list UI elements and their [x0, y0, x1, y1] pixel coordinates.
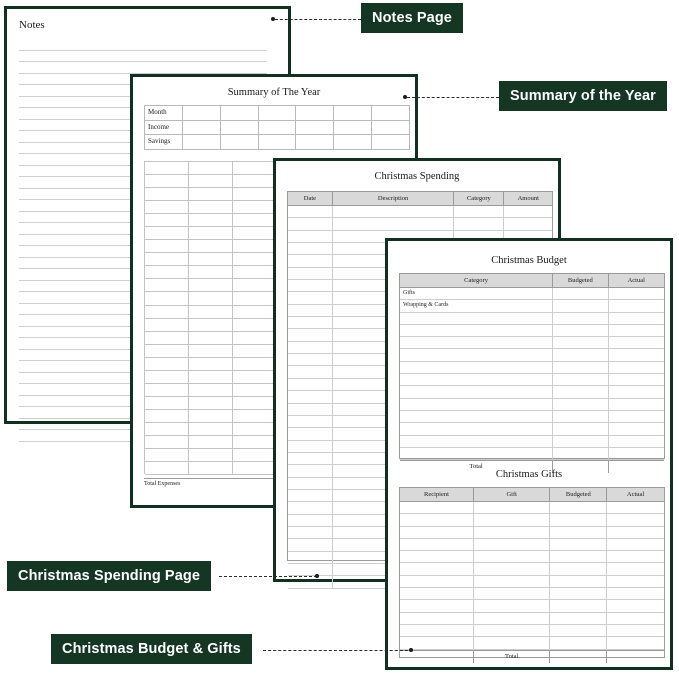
- summary-grid-cell[interactable]: [145, 201, 189, 214]
- gifts-cell-recipient[interactable]: [400, 625, 474, 636]
- gifts-total-actual: [607, 651, 664, 663]
- spending-cell-description[interactable]: [333, 218, 454, 229]
- gifts-cell-recipient[interactable]: [400, 576, 474, 587]
- table-row[interactable]: [400, 588, 664, 600]
- callout-notes-page[interactable]: Notes Page: [361, 3, 463, 33]
- summary-grid-cell[interactable]: [189, 175, 233, 188]
- gifts-cell-actual[interactable]: [607, 588, 664, 599]
- summary-grid-cell[interactable]: [145, 175, 189, 188]
- budget-connector-line: [263, 650, 413, 651]
- budget-cell-category[interactable]: [400, 374, 553, 385]
- gifts-total-row: [400, 650, 664, 663]
- spending-cell-date[interactable]: [288, 342, 333, 353]
- spending-cell-description[interactable]: [333, 206, 454, 217]
- table-row[interactable]: [400, 527, 664, 539]
- table-row[interactable]: [400, 625, 664, 637]
- budget-col-actual: Actual: [627, 277, 645, 284]
- budget-cell-budgeted[interactable]: [553, 436, 608, 447]
- spending-cell-date[interactable]: [288, 441, 333, 452]
- table-row[interactable]: [400, 374, 664, 386]
- summary-cell[interactable]: [221, 121, 259, 135]
- budget-cell-category[interactable]: [400, 325, 553, 336]
- table-row[interactable]: [400, 637, 664, 649]
- summary-grid-cell[interactable]: [189, 214, 233, 227]
- summary-grid-cell[interactable]: [189, 345, 233, 358]
- gifts-cell-gift[interactable]: [474, 613, 551, 624]
- spending-cell-amount[interactable]: [504, 218, 552, 229]
- table-row[interactable]: [400, 288, 664, 300]
- summary-grid-cell[interactable]: [233, 162, 277, 175]
- spending-cell-date[interactable]: [288, 231, 333, 242]
- gifts-cell-recipient[interactable]: [400, 563, 474, 574]
- spending-page-title: Christmas Spending: [374, 171, 460, 182]
- summary-row-label: Savings: [145, 135, 183, 149]
- gifts-table-header: [400, 488, 664, 502]
- gifts-cell-actual[interactable]: [607, 637, 664, 648]
- spending-cell-date[interactable]: [288, 329, 333, 340]
- gifts-col-recipient: Recipient: [400, 488, 474, 501]
- summary-grid-cell[interactable]: [189, 397, 233, 410]
- spending-col-amount: Amount: [517, 195, 539, 202]
- summary-grid-cell[interactable]: [145, 227, 189, 240]
- summary-total-expenses-label: Total Expenses: [144, 478, 410, 487]
- summary-grid-cell[interactable]: [189, 332, 233, 345]
- gifts-cell-recipient[interactable]: [400, 527, 474, 538]
- summary-grid-cell[interactable]: [233, 266, 277, 279]
- gifts-col-gift: Gift: [474, 488, 551, 501]
- budget-page-title: Christmas Budget: [491, 255, 567, 266]
- summary-grid-cell[interactable]: [233, 449, 277, 462]
- budget-cell-actual[interactable]: [609, 374, 664, 385]
- summary-grid-cell[interactable]: [233, 279, 277, 292]
- summary-grid-cell[interactable]: [233, 462, 277, 475]
- summary-grid-cell[interactable]: [145, 240, 189, 253]
- summary-grid-cell[interactable]: [145, 279, 189, 292]
- spending-cell-date[interactable]: [288, 539, 333, 550]
- summary-grid-cell[interactable]: [233, 371, 277, 384]
- spending-cell-date[interactable]: [288, 268, 333, 279]
- summary-cell[interactable]: [334, 135, 372, 149]
- spending-cell-date[interactable]: [288, 317, 333, 328]
- notes-line: [19, 39, 267, 51]
- gifts-cell-budgeted[interactable]: [550, 502, 607, 513]
- summary-grid-cell[interactable]: [145, 423, 189, 436]
- gifts-cell-budgeted[interactable]: [550, 514, 607, 525]
- summary-connector-line: [407, 97, 499, 98]
- gifts-cell-actual[interactable]: [607, 576, 664, 587]
- budget-cell-category[interactable]: Wrapping & Cards: [400, 300, 553, 311]
- summary-grid-cell[interactable]: [145, 462, 189, 475]
- summary-cell[interactable]: [183, 135, 221, 149]
- gifts-cell-actual[interactable]: [607, 551, 664, 562]
- notes-line: [19, 62, 267, 74]
- budget-cell-category[interactable]: [400, 313, 553, 324]
- gifts-cell-recipient[interactable]: [400, 600, 474, 611]
- budget-cell-actual[interactable]: [609, 349, 664, 360]
- budget-cell-category[interactable]: [400, 436, 553, 447]
- summary-row-cells[interactable]: [183, 121, 410, 135]
- summary-grid-cell[interactable]: [145, 292, 189, 305]
- gifts-cell-actual[interactable]: [607, 502, 664, 513]
- summary-grid-cell[interactable]: [189, 201, 233, 214]
- callout-christmas-budget-gifts[interactable]: Christmas Budget & Gifts: [51, 634, 252, 664]
- budget-cell-actual[interactable]: [609, 300, 664, 311]
- table-row[interactable]: [400, 325, 664, 337]
- summary-grid-cell[interactable]: [189, 358, 233, 371]
- summary-grid-cell[interactable]: [233, 410, 277, 423]
- summary-grid-cell[interactable]: [145, 162, 189, 175]
- summary-cell[interactable]: [334, 106, 372, 120]
- summary-grid-cell[interactable]: [189, 266, 233, 279]
- budget-table-body: [400, 288, 664, 460]
- summary-grid-cell[interactable]: [233, 227, 277, 240]
- budget-cell-budgeted[interactable]: [553, 386, 608, 397]
- budget-cell-actual[interactable]: [609, 386, 664, 397]
- spending-cell-date[interactable]: [288, 305, 333, 316]
- spending-col-category: Category: [454, 192, 504, 205]
- summary-cell[interactable]: [296, 106, 334, 120]
- budget-cell-category[interactable]: [400, 448, 553, 459]
- spending-cell-date[interactable]: [288, 502, 333, 513]
- gifts-cell-budgeted[interactable]: [550, 563, 607, 574]
- budget-cell-category[interactable]: [400, 399, 553, 410]
- summary-grid-cell[interactable]: [233, 292, 277, 305]
- table-row[interactable]: [400, 613, 664, 625]
- budget-cell-actual[interactable]: [609, 411, 664, 422]
- gifts-cell-budgeted[interactable]: [550, 527, 607, 538]
- gifts-table-body: [400, 502, 664, 650]
- summary-grid-cell[interactable]: [189, 162, 233, 175]
- summary-grid-cell[interactable]: [189, 410, 233, 423]
- gifts-cell-gift[interactable]: [474, 588, 551, 599]
- summary-grid-cell[interactable]: [145, 332, 189, 345]
- table-row[interactable]: [288, 206, 552, 218]
- summary-row-cells[interactable]: [183, 106, 410, 120]
- spending-cell-date[interactable]: [288, 404, 333, 415]
- table-row[interactable]: [400, 423, 664, 435]
- gifts-total-spacer: [400, 651, 474, 663]
- summary-grid-cell[interactable]: [145, 345, 189, 358]
- summary-cell[interactable]: [372, 106, 410, 120]
- budget-cell-budgeted[interactable]: [553, 423, 608, 434]
- budget-cell-budgeted[interactable]: [553, 399, 608, 410]
- summary-grid-cell[interactable]: [189, 371, 233, 384]
- summary-row-label: Income: [145, 121, 183, 135]
- budget-cell-budgeted[interactable]: [553, 337, 608, 348]
- budget-cell-actual[interactable]: [609, 325, 664, 336]
- budget-cell-category[interactable]: [400, 423, 553, 434]
- table-row[interactable]: [400, 551, 664, 563]
- gifts-cell-recipient[interactable]: [400, 539, 474, 550]
- summary-grid-cell[interactable]: [189, 384, 233, 397]
- budget-total-label: Total: [400, 461, 553, 473]
- table-row[interactable]: [400, 563, 664, 575]
- gifts-total-label: Total: [474, 651, 551, 663]
- summary-grid-cell[interactable]: [189, 240, 233, 253]
- table-row[interactable]: [400, 502, 664, 514]
- summary-row: [144, 120, 410, 135]
- summary-grid-cell[interactable]: [233, 188, 277, 201]
- spending-cell-date[interactable]: [288, 515, 333, 526]
- budget-cell-budgeted[interactable]: [553, 362, 608, 373]
- summary-cell[interactable]: [259, 106, 297, 120]
- summary-grid-cell[interactable]: [189, 436, 233, 449]
- gifts-cell-gift[interactable]: [474, 637, 551, 648]
- table-row[interactable]: [400, 600, 664, 612]
- gifts-cell-recipient[interactable]: [400, 637, 474, 648]
- summary-page-title: Summary of The Year: [227, 87, 321, 98]
- budget-cell-actual[interactable]: [609, 362, 664, 373]
- summary-grid-cell[interactable]: [145, 436, 189, 449]
- summary-cell[interactable]: [221, 106, 259, 120]
- gifts-section-title: Christmas Gifts: [495, 469, 563, 480]
- gifts-cell-gift[interactable]: [474, 625, 551, 636]
- summary-grid-cell[interactable]: [189, 279, 233, 292]
- gifts-cell-gift[interactable]: [474, 600, 551, 611]
- budget-cell-budgeted[interactable]: [553, 411, 608, 422]
- summary-cell[interactable]: [296, 135, 334, 149]
- gifts-cell-budgeted[interactable]: [550, 613, 607, 624]
- summary-grid-cell[interactable]: [233, 436, 277, 449]
- gifts-cell-recipient[interactable]: [400, 502, 474, 513]
- table-row[interactable]: [400, 337, 664, 349]
- summary-grid-cell[interactable]: [233, 175, 277, 188]
- gifts-cell-budgeted[interactable]: [550, 600, 607, 611]
- budget-cell-budgeted[interactable]: [553, 313, 608, 324]
- gifts-table: [399, 487, 665, 658]
- summary-grid-cell[interactable]: [233, 306, 277, 319]
- summary-grid-cell[interactable]: [233, 423, 277, 436]
- budget-cell-category[interactable]: [400, 386, 553, 397]
- notes-line: [19, 51, 267, 63]
- summary-row-label: Month: [145, 106, 183, 120]
- summary-grid-cell[interactable]: [189, 462, 233, 475]
- gifts-cell-gift[interactable]: [474, 502, 551, 513]
- budget-cell-budgeted[interactable]: [553, 325, 608, 336]
- summary-row: [144, 105, 410, 120]
- summary-grid-cell[interactable]: [189, 227, 233, 240]
- gifts-col-actual: Actual: [626, 491, 645, 498]
- summary-cell[interactable]: [334, 121, 372, 135]
- budget-cell-actual[interactable]: [609, 337, 664, 348]
- spending-col-date: Date: [288, 192, 333, 205]
- summary-grid-cell[interactable]: [189, 253, 233, 266]
- summary-grid-cell[interactable]: [145, 410, 189, 423]
- summary-grid-cell[interactable]: [189, 188, 233, 201]
- gifts-cell-actual[interactable]: [607, 563, 664, 574]
- spending-cell-date[interactable]: [288, 564, 333, 575]
- spending-cell-date[interactable]: [288, 391, 333, 402]
- spending-cell-date[interactable]: [288, 416, 333, 427]
- spending-cell-category[interactable]: [454, 206, 504, 217]
- table-row[interactable]: [400, 313, 664, 325]
- summary-grid-cell[interactable]: [145, 253, 189, 266]
- spending-cell-date[interactable]: [288, 255, 333, 266]
- summary-cell[interactable]: [259, 121, 297, 135]
- spending-cell-date[interactable]: [288, 354, 333, 365]
- budget-cell-actual[interactable]: [609, 288, 664, 299]
- spending-cell-date[interactable]: [288, 453, 333, 464]
- spending-cell-date[interactable]: [288, 552, 333, 563]
- gifts-cell-gift[interactable]: [474, 576, 551, 587]
- notes-page-title: Notes: [19, 19, 45, 31]
- table-row[interactable]: [400, 399, 664, 411]
- spending-cell-date[interactable]: [288, 243, 333, 254]
- budget-cell-category[interactable]: [400, 411, 553, 422]
- spending-cell-date[interactable]: [288, 280, 333, 291]
- budget-cell-actual[interactable]: [609, 423, 664, 434]
- gifts-cell-recipient[interactable]: [400, 588, 474, 599]
- budget-cell-budgeted[interactable]: [553, 300, 608, 311]
- spending-cell-date[interactable]: [288, 292, 333, 303]
- gifts-cell-actual[interactable]: [607, 625, 664, 636]
- summary-grid-cell[interactable]: [145, 266, 189, 279]
- gifts-col-budgeted: Budgeted: [550, 488, 607, 501]
- gifts-cell-recipient[interactable]: [400, 613, 474, 624]
- gifts-cell-actual[interactable]: [607, 514, 664, 525]
- summary-row: [144, 134, 410, 150]
- table-row[interactable]: [400, 448, 664, 460]
- gifts-cell-budgeted[interactable]: [550, 588, 607, 599]
- spending-cell-date[interactable]: [288, 218, 333, 229]
- gifts-cell-gift[interactable]: [474, 514, 551, 525]
- budget-connector-dot: [409, 648, 413, 652]
- gifts-cell-actual[interactable]: [607, 613, 664, 624]
- gifts-total-budgeted: [550, 651, 607, 663]
- summary-grid-cell[interactable]: [233, 201, 277, 214]
- budget-cell-category[interactable]: Gifts: [400, 288, 553, 299]
- summary-grid-cell[interactable]: [145, 384, 189, 397]
- table-row[interactable]: [400, 349, 664, 361]
- summary-grid-cell[interactable]: [233, 319, 277, 332]
- gifts-cell-budgeted[interactable]: [550, 576, 607, 587]
- spending-cell-date[interactable]: [288, 527, 333, 538]
- budget-table: [399, 273, 665, 471]
- gifts-cell-budgeted[interactable]: [550, 539, 607, 550]
- table-row[interactable]: [400, 514, 664, 526]
- summary-grid-cell[interactable]: [189, 423, 233, 436]
- budget-cell-budgeted[interactable]: [553, 349, 608, 360]
- summary-grid-cell[interactable]: [145, 449, 189, 462]
- summary-grid-cell[interactable]: [189, 449, 233, 462]
- summary-grid-cell[interactable]: [233, 253, 277, 266]
- christmas-budget-gifts-page[interactable]: [385, 238, 673, 670]
- summary-grid-cell[interactable]: [233, 240, 277, 253]
- summary-grid-cell[interactable]: [145, 214, 189, 227]
- summary-grid-cell[interactable]: [145, 397, 189, 410]
- summary-grid-cell[interactable]: [233, 332, 277, 345]
- notes-connector-line: [275, 19, 361, 20]
- summary-grid-cell[interactable]: [189, 292, 233, 305]
- budget-cell-actual[interactable]: [609, 399, 664, 410]
- gifts-cell-recipient[interactable]: [400, 514, 474, 525]
- gifts-cell-gift[interactable]: [474, 563, 551, 574]
- budget-cell-actual[interactable]: [609, 448, 664, 459]
- spending-cell-date[interactable]: [288, 576, 333, 587]
- spending-cell-category[interactable]: [454, 218, 504, 229]
- budget-cell-budgeted[interactable]: [553, 288, 608, 299]
- table-row[interactable]: [400, 576, 664, 588]
- summary-grid-cell[interactable]: [145, 306, 189, 319]
- summary-cell[interactable]: [372, 135, 410, 149]
- summary-grid-cell[interactable]: [233, 384, 277, 397]
- gifts-cell-actual[interactable]: [607, 527, 664, 538]
- summary-grid-cell[interactable]: [189, 306, 233, 319]
- budget-col-budgeted: Budgeted: [553, 274, 608, 287]
- summary-cell[interactable]: [221, 135, 259, 149]
- budget-cell-budgeted[interactable]: [553, 448, 608, 459]
- summary-cell[interactable]: [296, 121, 334, 135]
- summary-grid-cell[interactable]: [145, 188, 189, 201]
- callout-christmas-spending[interactable]: Christmas Spending Page: [7, 561, 211, 591]
- spending-cell-date[interactable]: [288, 428, 333, 439]
- summary-grid-cell[interactable]: [145, 371, 189, 384]
- summary-grid-cell[interactable]: [233, 358, 277, 371]
- gifts-cell-budgeted[interactable]: [550, 551, 607, 562]
- spending-cell-date[interactable]: [288, 490, 333, 501]
- summary-top-rows: [144, 105, 410, 150]
- table-row[interactable]: [400, 411, 664, 423]
- budget-table-header: [400, 274, 664, 288]
- summary-grid-cell[interactable]: [233, 397, 277, 410]
- table-row[interactable]: [400, 386, 664, 398]
- spending-cell-date[interactable]: [288, 478, 333, 489]
- spending-cell-date[interactable]: [288, 379, 333, 390]
- budget-cell-actual[interactable]: [609, 313, 664, 324]
- gifts-cell-actual[interactable]: [607, 539, 664, 550]
- summary-grid-cell[interactable]: [145, 319, 189, 332]
- summary-cell[interactable]: [183, 106, 221, 120]
- gifts-cell-recipient[interactable]: [400, 551, 474, 562]
- table-row[interactable]: [400, 436, 664, 448]
- callout-summary-of-year[interactable]: Summary of the Year: [499, 81, 667, 111]
- spending-connector-line: [219, 576, 317, 577]
- spending-cell-amount[interactable]: [504, 206, 552, 217]
- budget-cell-budgeted[interactable]: [553, 374, 608, 385]
- summary-grid-cell[interactable]: [145, 358, 189, 371]
- budget-col-category: Category: [400, 274, 553, 287]
- summary-cell[interactable]: [259, 135, 297, 149]
- summary-cell[interactable]: [183, 121, 221, 135]
- gifts-cell-actual[interactable]: [607, 600, 664, 611]
- table-row[interactable]: [400, 539, 664, 551]
- table-row[interactable]: [400, 362, 664, 374]
- summary-grid-cell[interactable]: [233, 214, 277, 227]
- budget-cell-category[interactable]: [400, 349, 553, 360]
- table-row[interactable]: [400, 300, 664, 312]
- table-row[interactable]: [288, 218, 552, 230]
- summary-cell[interactable]: [372, 121, 410, 135]
- spending-col-description: Description: [333, 192, 454, 205]
- spending-cell-date[interactable]: [288, 366, 333, 377]
- summary-grid-cell[interactable]: [189, 319, 233, 332]
- summary-row-cells[interactable]: [183, 135, 410, 149]
- gifts-cell-gift[interactable]: [474, 551, 551, 562]
- budget-cell-category[interactable]: [400, 362, 553, 373]
- gifts-cell-budgeted[interactable]: [550, 625, 607, 636]
- budget-cell-actual[interactable]: [609, 436, 664, 447]
- gifts-cell-budgeted[interactable]: [550, 637, 607, 648]
- spending-cell-date[interactable]: [288, 465, 333, 476]
- spending-cell-date[interactable]: [288, 206, 333, 217]
- gifts-cell-gift[interactable]: [474, 539, 551, 550]
- spending-table-header: [288, 192, 552, 206]
- budget-cell-category[interactable]: [400, 337, 553, 348]
- summary-grid-cell[interactable]: [233, 345, 277, 358]
- gifts-cell-gift[interactable]: [474, 527, 551, 538]
- spending-connector-dot: [315, 574, 319, 578]
